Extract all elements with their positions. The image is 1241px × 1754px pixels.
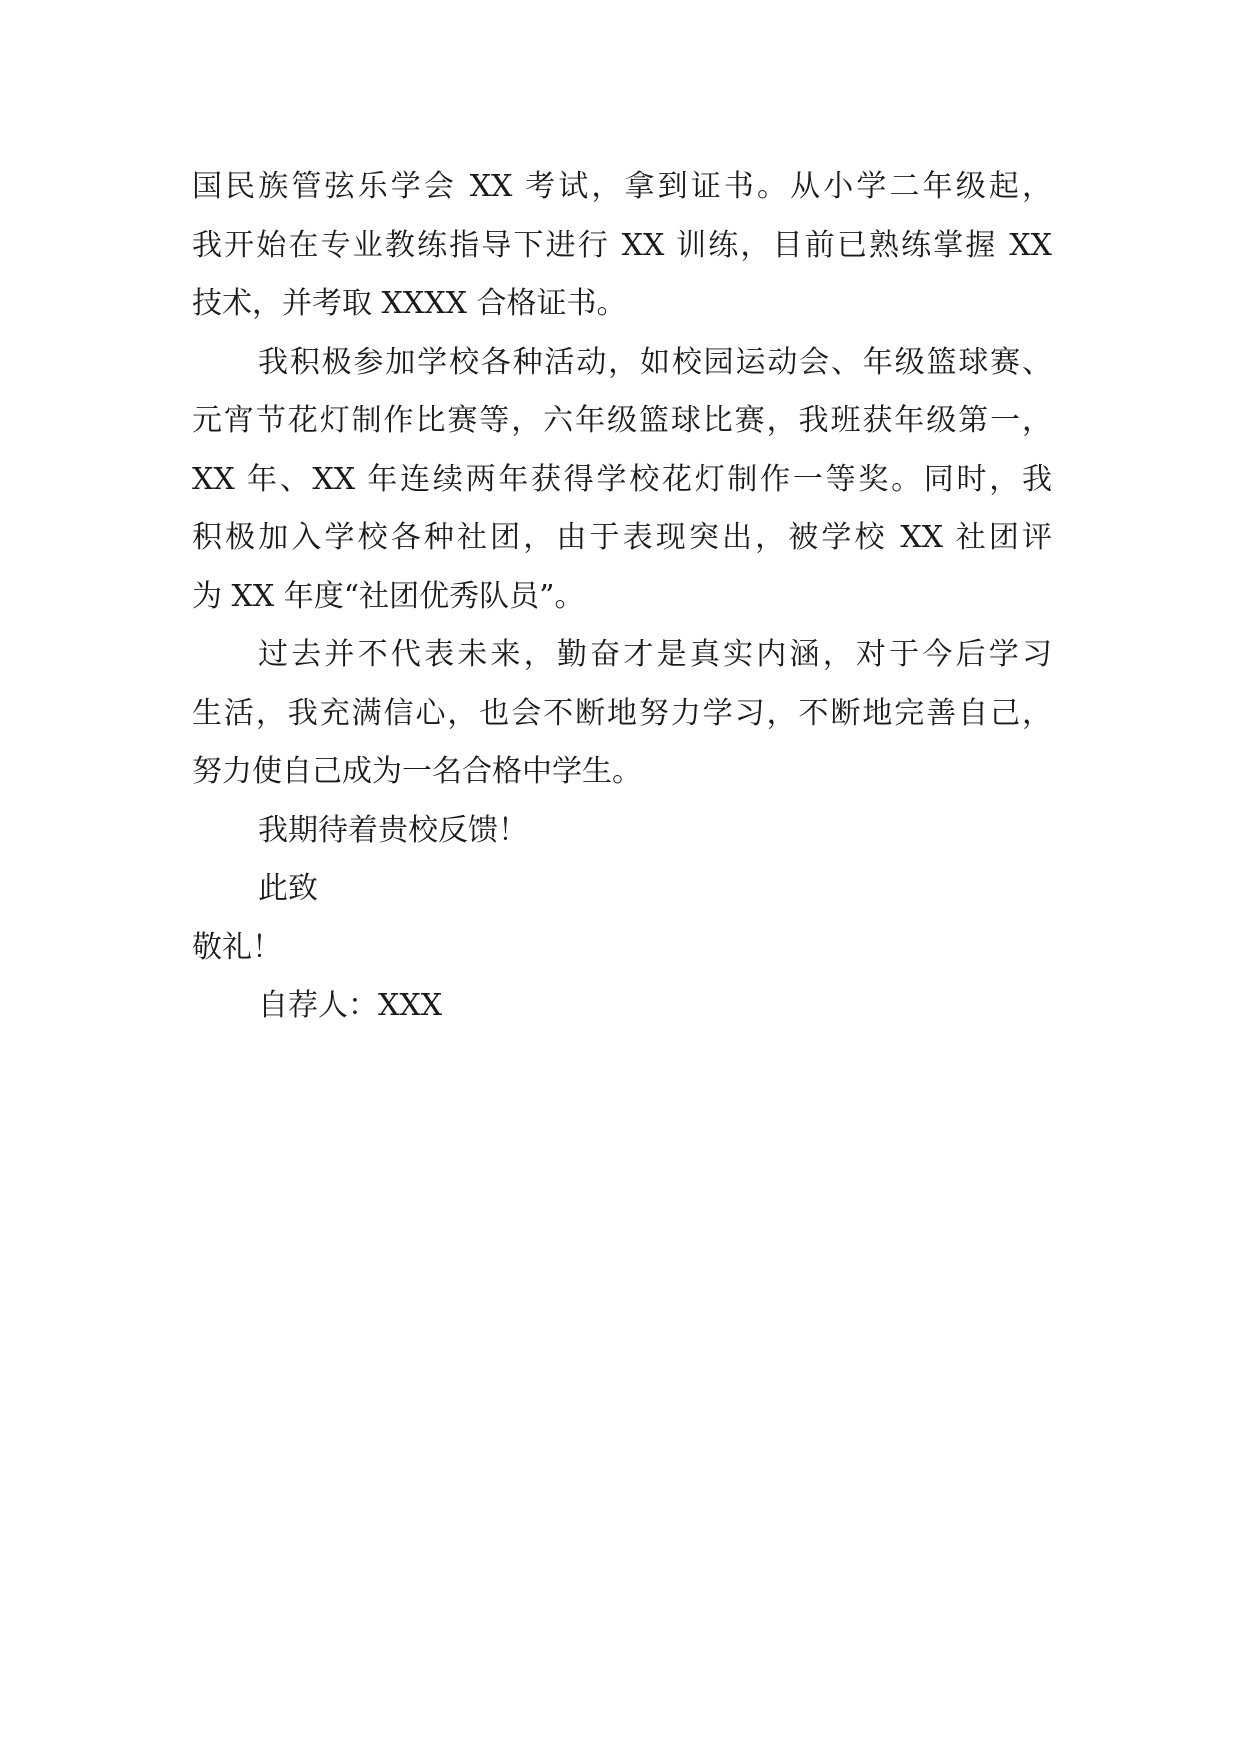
- text-line: XX 年、XX 年连续两年获得学校花灯制作一等奖。同时，我: [192, 461, 1052, 497]
- text-line: 元宵节花灯制作比赛等，六年级篮球比赛，我班获年级第一，: [192, 403, 1052, 438]
- text-line: 我期待着贵校反馈！: [258, 812, 528, 848]
- text-line: 我开始在专业教练指导下进行 XX 训练，目前已熟练掌握 XX: [192, 227, 1052, 263]
- text-line: 我积极参加学校各种活动，如校园运动会、年级篮球赛、: [258, 344, 1052, 380]
- text-line: 技术，并考取 XXXX 合格证书。: [192, 286, 627, 321]
- salutation-line: 敬礼！: [192, 929, 282, 965]
- text-line: 努力使自己成为一名合格中学生。: [192, 754, 642, 789]
- text-line: 过去并不代表未来，勤奋才是真实内涵，对于今后学习: [258, 637, 1052, 672]
- text-line: 生活，我充满信心，也会不断地努力学习，不断地完善自己，: [192, 695, 1052, 731]
- text-line: 为 XX 年度“社团优秀队员”。: [192, 578, 585, 614]
- text-line: 积极加入学校各种社团，由于表现突出，被学校 XX 社团评: [192, 520, 1052, 555]
- text-line: 国民族管弦乐学会 XX 考试，拿到证书。从小学二年级起，: [192, 169, 1052, 204]
- letter-body: [192, 158, 1052, 1036]
- signature-line: 自荐人：XXX: [258, 988, 443, 1023]
- closing-line: 此致: [258, 871, 318, 906]
